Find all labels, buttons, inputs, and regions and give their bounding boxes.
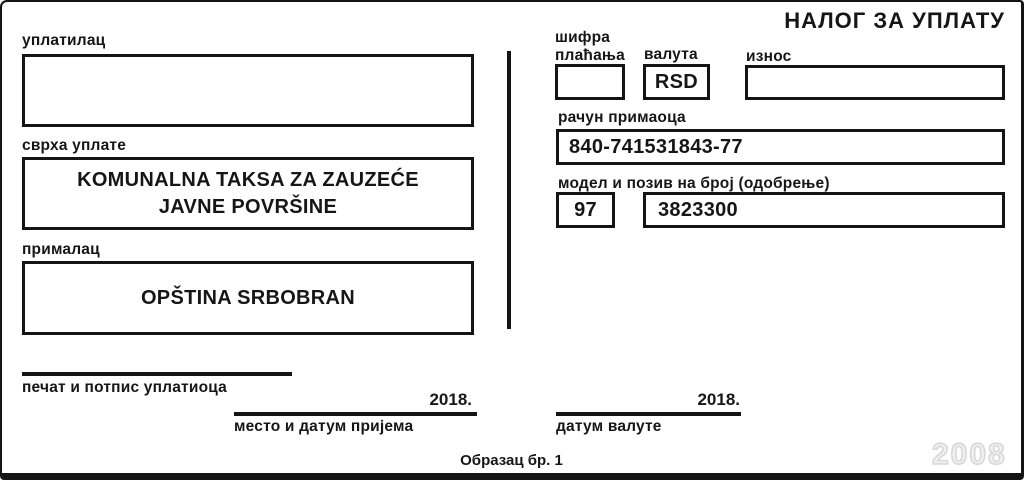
purpose-label: сврха уплате bbox=[22, 137, 127, 154]
currency-field[interactable] bbox=[643, 64, 710, 100]
signature-line[interactable] bbox=[22, 372, 292, 376]
reference-number-field[interactable] bbox=[643, 192, 1005, 228]
amount-field[interactable] bbox=[745, 65, 1005, 100]
recipient-field[interactable] bbox=[22, 261, 474, 335]
purpose-value: KOMUNALNA TAKSA ZA ZAUZEĆE JAVNE POVRŠINE bbox=[77, 168, 419, 218]
model-value: 97 bbox=[574, 198, 597, 221]
currency-label: валута bbox=[644, 46, 698, 63]
column-divider bbox=[507, 51, 511, 329]
payment-code-label: шифра плаћања bbox=[555, 29, 625, 64]
recipient-account-label: рачун примаоца bbox=[558, 109, 686, 126]
model-field[interactable] bbox=[556, 192, 615, 228]
purpose-field[interactable] bbox=[22, 157, 474, 230]
receipt-date-line[interactable] bbox=[234, 412, 477, 416]
signature-label: печат и потпис уплатиоца bbox=[22, 379, 227, 396]
value-date-line[interactable] bbox=[556, 412, 741, 416]
reference-number-value: 3823300 bbox=[658, 198, 738, 221]
form-number: Образац бр. 1 bbox=[460, 452, 563, 469]
currency-value: RSD bbox=[654, 70, 699, 93]
value-date-label: датум валуте bbox=[556, 418, 662, 435]
model-reference-label: модел и позив на број (одобрење) bbox=[558, 175, 830, 192]
value-date-value: 2018. bbox=[697, 390, 740, 409]
receipt-date-label: место и датум пријема bbox=[234, 418, 414, 435]
payment-code-field[interactable] bbox=[555, 64, 625, 100]
payer-field[interactable] bbox=[22, 54, 474, 127]
recipient-account-field[interactable] bbox=[556, 129, 1005, 165]
recipient-value: OPŠTINA SRBOBRAN bbox=[140, 286, 356, 309]
watermark-logo: 2008 bbox=[932, 438, 1007, 471]
receipt-date-value: 2018. bbox=[429, 390, 472, 409]
payer-label: уплатилац bbox=[22, 32, 106, 49]
recipient-label: прималац bbox=[22, 241, 100, 258]
amount-label: износ bbox=[746, 48, 792, 65]
form-title: НАЛОГ ЗА УПЛАТУ bbox=[784, 8, 1005, 33]
recipient-account-value: 840-741531843-77 bbox=[569, 135, 743, 158]
